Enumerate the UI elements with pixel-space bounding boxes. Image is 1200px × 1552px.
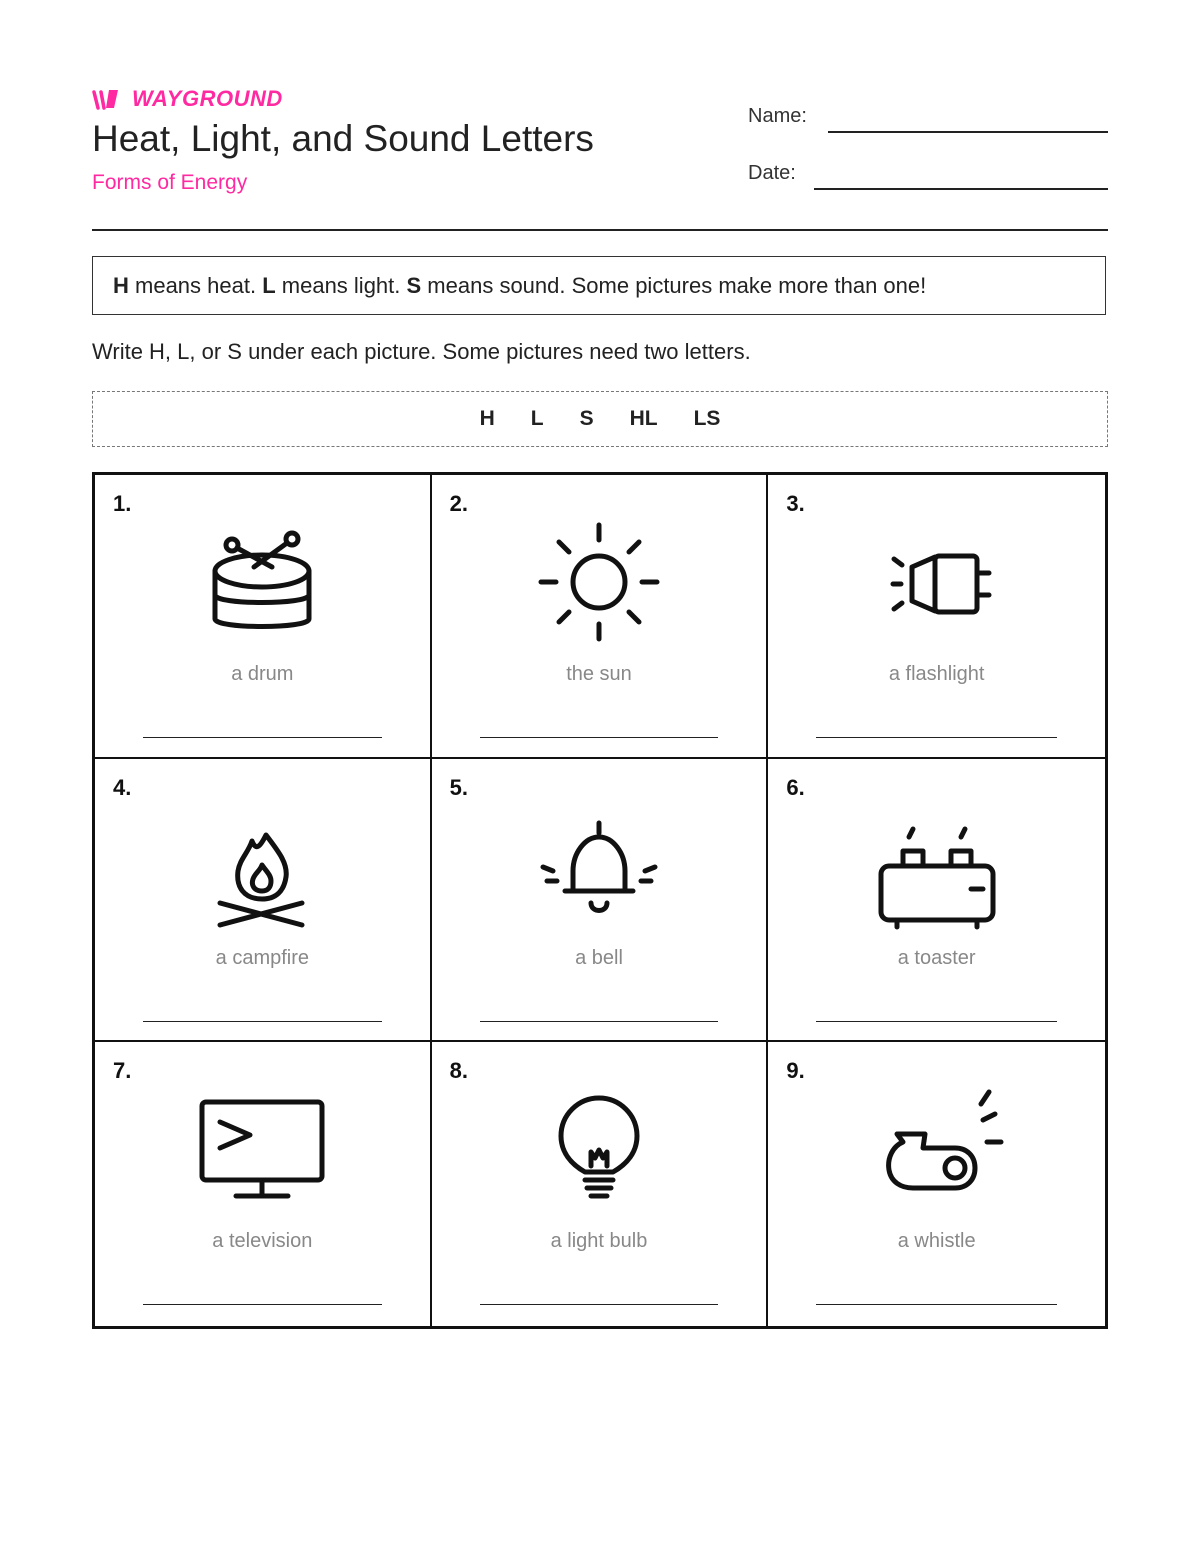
answer-line[interactable]	[816, 737, 1057, 738]
flashlight-icon	[867, 515, 1007, 655]
item-cell-5	[432, 759, 769, 1043]
word-bank-item: L	[530, 407, 544, 430]
answer-line[interactable]	[143, 1021, 382, 1022]
item-caption: a flashlight	[888, 663, 985, 685]
item-cell-3	[768, 475, 1105, 759]
item-number: 7.	[113, 1058, 132, 1084]
answer-line[interactable]	[143, 1304, 382, 1305]
campfire-icon	[192, 799, 332, 939]
item-cell-9	[768, 1042, 1105, 1326]
page-title: Heat, Light, and Sound Letters	[92, 118, 594, 159]
picture-grid	[92, 472, 1108, 1329]
answer-line[interactable]	[816, 1304, 1057, 1305]
television-icon	[192, 1082, 332, 1222]
item-cell-6	[768, 759, 1105, 1043]
word-bank-item: HL	[629, 407, 658, 430]
item-cell-4	[95, 759, 432, 1043]
item-cell-2	[432, 475, 769, 759]
item-number: 6.	[786, 774, 805, 800]
answer-line[interactable]	[816, 1021, 1057, 1022]
key-l-text: means light.	[275, 272, 407, 298]
item-cell-1	[95, 475, 432, 759]
key-l-letter: L	[262, 272, 276, 298]
toaster-icon	[867, 799, 1007, 939]
light-bulb-icon	[529, 1082, 669, 1222]
header-divider	[92, 229, 1108, 231]
answer-line[interactable]	[143, 737, 382, 738]
brand-name: WAYGROUND	[132, 86, 283, 111]
answer-line[interactable]	[480, 1304, 719, 1305]
name-field[interactable]	[828, 131, 1108, 133]
page-subtitle: Forms of Energy	[92, 171, 248, 194]
item-number: 8.	[449, 1058, 469, 1084]
item-caption: a light bulb	[550, 1230, 648, 1253]
date-label: Date:	[748, 162, 796, 184]
item-number: 4.	[113, 774, 132, 800]
item-number: 3.	[786, 491, 805, 516]
key-box	[92, 256, 1106, 315]
item-caption: a toaster	[897, 946, 976, 969]
item-caption: a whistle	[897, 1230, 976, 1253]
word-bank-item: LS	[693, 407, 721, 430]
item-caption: a campfire	[215, 946, 310, 969]
answer-line[interactable]	[480, 1021, 719, 1022]
item-number: 2.	[449, 491, 469, 516]
item-caption: the sun	[566, 663, 632, 685]
key-h-text: means heat.	[128, 272, 263, 298]
item-number: 9.	[786, 1058, 805, 1084]
wayground-logo-icon	[92, 88, 126, 110]
name-label: Name:	[748, 105, 807, 127]
item-cell-8	[432, 1042, 769, 1326]
bell-icon	[529, 799, 669, 939]
whistle-icon	[867, 1082, 1007, 1222]
word-bank-item: H	[479, 407, 495, 430]
key-s-letter: S	[406, 272, 422, 298]
word-bank	[92, 391, 1108, 447]
drum-icon	[192, 515, 332, 655]
brand-logo	[92, 86, 283, 112]
word-bank-item: S	[579, 407, 594, 430]
item-caption: a television	[212, 1230, 313, 1253]
sun-icon	[529, 515, 669, 655]
date-field[interactable]	[814, 188, 1108, 190]
key-s-text: means sound. Some pictures make more than one!	[421, 272, 927, 298]
item-number: 5.	[449, 774, 469, 800]
instruction-text: Write H, L, or S under each picture. Some pictures need two letters.	[92, 339, 751, 364]
answer-line[interactable]	[480, 737, 719, 738]
item-caption: a bell	[575, 946, 623, 969]
item-cell-7	[95, 1042, 432, 1326]
item-caption: a drum	[231, 663, 294, 685]
key-h-letter: H	[113, 272, 129, 298]
item-number: 1.	[113, 491, 132, 516]
